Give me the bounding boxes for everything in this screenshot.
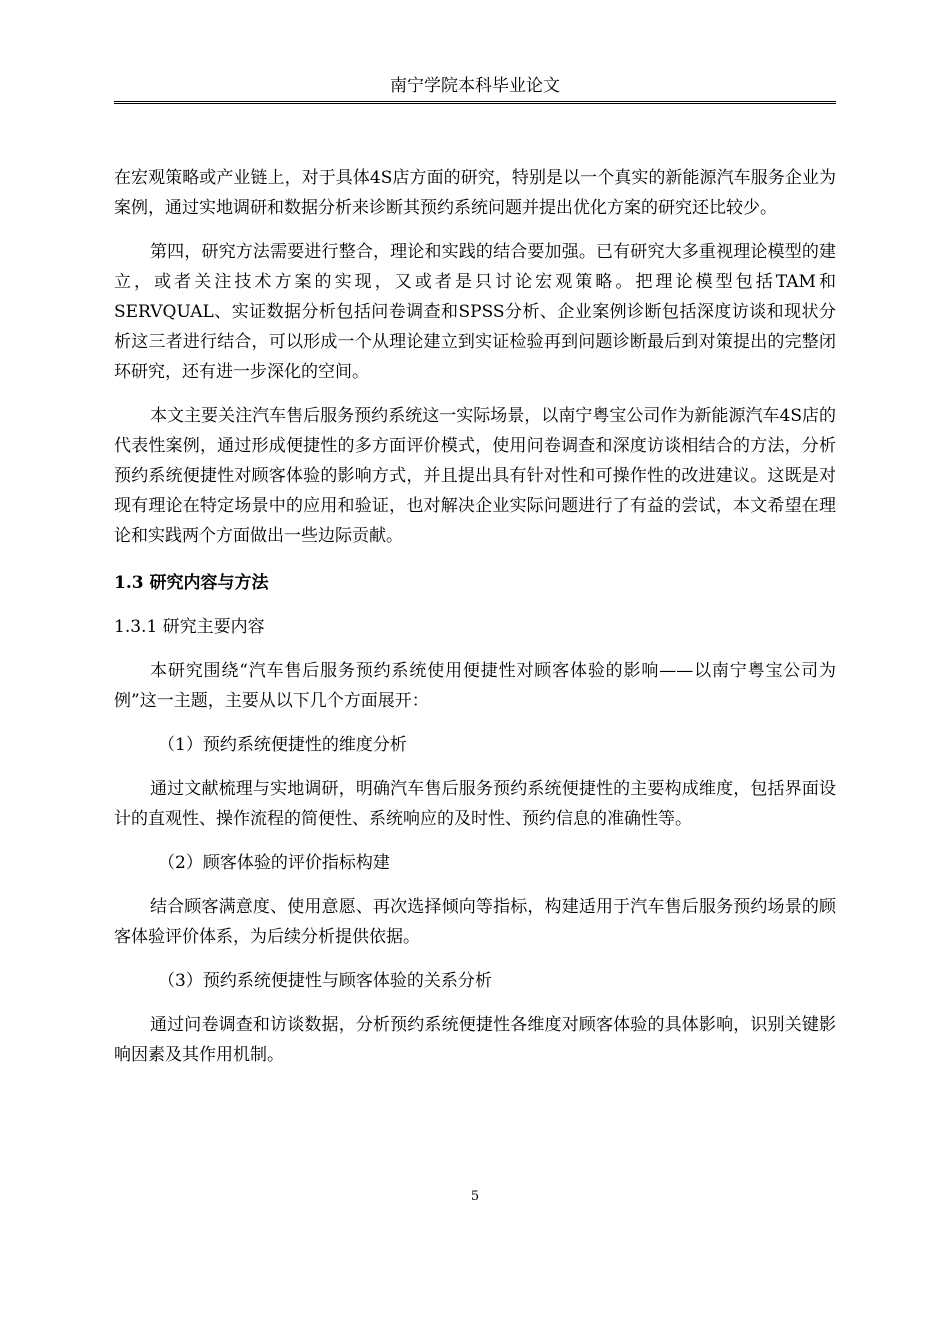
paragraph-intro: 本研究围绕“汽车售后服务预约系统使用便捷性对顾客体验的影响——以南宁粤宝公司为例”这一主题，主要从以下几个方面展开： [114,661,836,711]
paragraph-fourth-point: 第四，研究方法需要进行整合，理论和实践的结合要加强。已有研究大多重视理论模型的建立，或者关注技术方案的实现，又或者是只讨论宏观策略。把理论模型包括TAM和SERVQUAL、实证数据分析包括问卷调查和SPSS分析、企业案例诊断包括深度访谈和现状分析这三者进行结合，可以形成一个从理论建立到实证检验再到问题诊断最后到对策提出的完整闭环研究，还有进一步深化的空间。 [114,242,836,382]
body-text [114,163,836,1070]
subsection-heading: 1.3.1 研究主要内容 [114,617,265,637]
header-rule [114,101,836,104]
list-item-title: （2）顾客体验的评价指标构建 [158,853,390,873]
list-item-text: 通过问卷调查和访谈数据，分析预约系统便捷性各维度对顾客体验的具体影响，识别关键影响因素及其作用机制。 [114,1015,836,1065]
list-item-title: （3）预约系统便捷性与顾客体验的关系分析 [158,971,492,991]
page-number: 5 [470,1189,480,1204]
section-heading: 1.3 研究内容与方法 [114,573,269,593]
list-item-text: 结合顾客满意度、使用意愿、再次选择倾向等指标，构建适用于汽车售后服务预约场景的顾客体验评价体系，为后续分析提供依据。 [114,897,836,947]
paragraph-continuation: 在宏观策略或产业链上，对于具体4S店方面的研究，特别是以一个真实的新能源汽车服务企业为案例，通过实地调研和数据分析来诊断其预约系统问题并提出优化方案的研究还比较少。 [114,168,836,218]
running-header: 南宁学院本科毕业论文 [390,76,560,96]
paragraph-contribution: 本文主要关注汽车售后服务预约系统这一实际场景，以南宁粤宝公司作为新能源汽车4S店的代表性案例，通过形成便捷性的多方面评价模式，使用问卷调查和深度访谈相结合的方法，分析预约系统便捷性对顾客体验的影响方式，并且提出具有针对性和可操作性的改进建议。这既是对现有理论在特定场景中的应用和验证，也对解决企业实际问题进行了有益的尝试，本文希望在理论和实践两个方面做出一些边际贡献。 [114,406,836,546]
list-item-text: 通过文献梳理与实地调研，明确汽车售后服务预约系统便捷性的主要构成维度，包括界面设计的直观性、操作流程的简便性、系统响应的及时性、预约信息的准确性等。 [114,779,836,829]
list-item-title: （1）预约系统便捷性的维度分析 [158,735,407,755]
